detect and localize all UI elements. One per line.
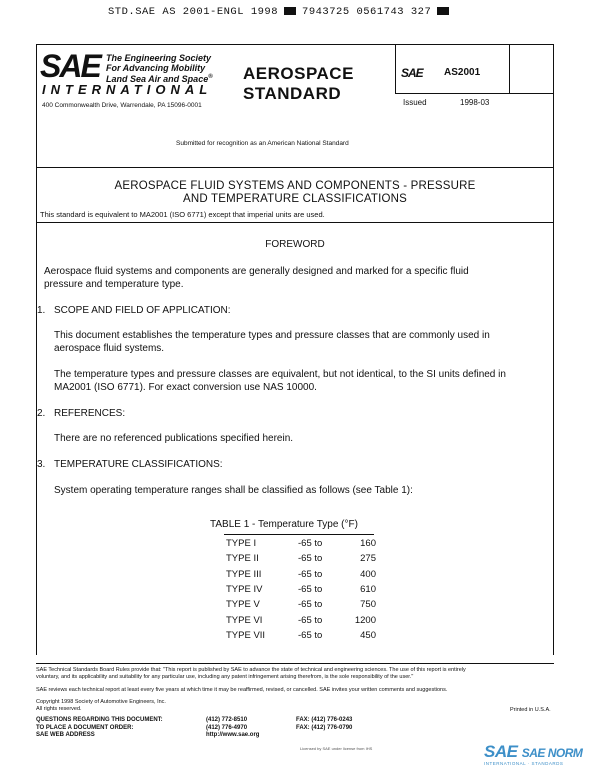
tagline-line: For Advancing Mobility	[106, 62, 206, 73]
sae-logo: SAE	[40, 48, 100, 84]
section-paragraph: There are no referenced publications specified herein.	[54, 433, 294, 444]
table-rule	[224, 534, 374, 535]
range-low-cell: -65 to	[298, 614, 323, 626]
contact-faxes: FAX: (412) 776-0243 FAX: (412) 776-0790	[296, 717, 353, 731]
type-cell: TYPE V	[226, 599, 260, 611]
society-tagline	[106, 54, 213, 85]
issued-date: 1998-03	[460, 98, 490, 107]
document-code: STD.SAE AS 2001-ENGL 1998	[108, 6, 279, 18]
table-row	[226, 612, 376, 627]
equivalence-note: This standard is equivalent to MA2001 (ISO 6771) except that imperial units are used.	[40, 210, 325, 219]
table-row	[226, 536, 376, 551]
barcode-block-2	[437, 7, 449, 15]
table-row	[226, 628, 376, 643]
footer-separator	[36, 663, 554, 664]
sae-norm-subtext: INTERNATIONAL · STANDARDS	[484, 761, 564, 766]
foreword-heading: FOREWORD	[265, 239, 325, 250]
type-cell: TYPE I	[226, 538, 257, 550]
tagline-line: Land Sea Air and Space®	[106, 74, 213, 84]
range-low-cell: -65 to	[298, 553, 323, 565]
type-cell: TYPE IV	[226, 584, 263, 596]
range-high-cell: 450	[360, 629, 376, 641]
range-high-cell: 160	[360, 538, 376, 550]
contact-labels: QUESTIONS REGARDING THIS DOCUMENT: TO PLACE A DOCUMENT ORDER: SAE WEB ADDRESS	[36, 717, 163, 738]
range-low-cell: -65 to	[298, 568, 323, 580]
header-divider	[395, 44, 396, 94]
type-cell: TYPE II	[226, 553, 259, 565]
watermark-text: SAE NORM	[521, 746, 583, 760]
section-number: 2.	[37, 408, 46, 419]
range-low-cell: -65 to	[298, 538, 323, 550]
foreword-text: Aerospace fluid systems and components are generally designed and marked for a specific fluid pressure and temperature type.	[44, 266, 469, 290]
watermark-logo: SAE	[484, 742, 518, 761]
table-row	[226, 582, 376, 597]
range-low-cell: -65 to	[298, 584, 323, 596]
document-code-line	[108, 6, 455, 18]
document-code-digits: 7943725 0561743 327	[302, 6, 432, 18]
section-number: 1.	[37, 305, 46, 316]
range-high-cell: 750	[360, 599, 376, 611]
temperature-type-table	[226, 536, 376, 643]
table-row	[226, 597, 376, 612]
table-row	[226, 567, 376, 582]
license-note: Licensed by SAE under license from IHS	[300, 746, 373, 751]
section-heading: SCOPE AND FIELD OF APPLICATION:	[54, 305, 231, 316]
type-cell: TYPE III	[226, 568, 262, 580]
range-high-cell: 275	[360, 553, 376, 565]
document-number: AS2001	[444, 67, 481, 78]
copyright: Copyright 1998 Society of Automotive Engineers, Inc. All rights reserved.	[36, 699, 166, 712]
section-paragraph: This document establishes the temperature types and pressure classes that are commonly used in aerospace fluid systems.	[54, 330, 490, 354]
section-heading: REFERENCES:	[54, 408, 126, 419]
issued-label: Issued	[403, 98, 427, 107]
barcode-block-1	[284, 7, 296, 15]
standard-type: AEROSPACE STANDARD	[243, 64, 354, 103]
range-low-cell: -65 to	[298, 599, 323, 611]
header-divider	[395, 93, 554, 94]
section-number: 3.	[37, 459, 46, 470]
range-high-cell: 400	[360, 568, 376, 580]
tagline-line: The Engineering Society	[106, 53, 212, 63]
section-paragraph: The temperature types and pressure classes are equivalent, but not identical, to the SI units defined in MA2001 (ISO 6771). For exact conversion use NAS 10000.	[54, 369, 506, 393]
sae-address: 400 Commonwealth Drive, Warrendale, PA 15096-0001	[42, 102, 202, 109]
ansi-submission-note: Submitted for recognition as an American National Standard	[176, 140, 349, 147]
range-high-cell: 610	[360, 584, 376, 596]
type-cell: TYPE VI	[226, 614, 263, 626]
range-high-cell: 1200	[354, 614, 376, 626]
header-divider	[509, 44, 510, 94]
document-title: AEROSPACE FLUID SYSTEMS AND COMPONENTS - PRESSURE AND TEMPERATURE CLASSIFICATIONS	[114, 180, 476, 205]
printed-in: Printed in U.S.A.	[510, 707, 551, 713]
section-heading: TEMPERATURE CLASSIFICATIONS:	[54, 459, 223, 470]
international-wordmark: INTERNATIONAL	[42, 82, 213, 97]
table-caption: TABLE 1 - Temperature Type (°F)	[210, 519, 358, 530]
section-paragraph: System operating temperature ranges shall be classified as follows (see Table 1):	[54, 485, 413, 496]
range-low-cell: -65 to	[298, 629, 323, 641]
sae-small-logo: SAE	[401, 66, 423, 80]
table-row	[226, 551, 376, 566]
type-cell: TYPE VII	[226, 629, 266, 641]
contact-phones: (412) 772-8510 (412) 776-4970 http://www.sae.org	[206, 717, 260, 738]
review-note: SAE reviews each technical report at least every five years at which time it may be reaffirmed, revised, or cancelled. SAE invites your written comments and suggestions.	[36, 687, 448, 693]
sae-norm-watermark	[484, 742, 582, 762]
board-rules: SAE Technical Standards Board Rules provide that: "This report is published by SAE to advance the state of technical and engineering sciences. The use of this report is entirely voluntary, and its applicability and suitability for any particular use, including any patent infringement arising therefrom, is the sole responsibility of the user."	[36, 667, 466, 680]
